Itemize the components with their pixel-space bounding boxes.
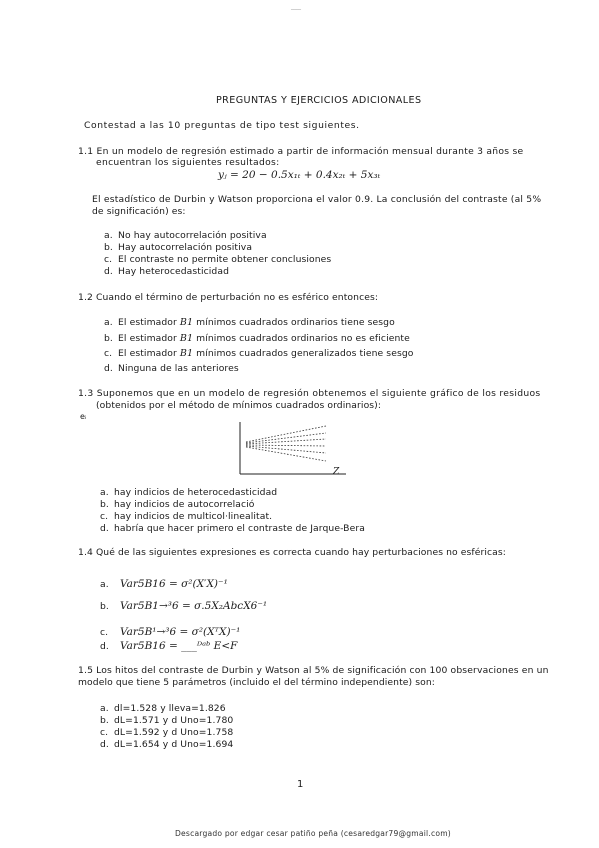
- header-mark: ____: [291, 4, 301, 10]
- option-1-4-d: d. Var5B16 = ___ᴰᵃᵇ E<F: [100, 640, 238, 652]
- option-1-4-b: b. Var5B1→³6 = σ.5X₂AbcX6⁻¹: [100, 600, 268, 612]
- option-1-3-c: c. hay indicios de multicol·linealitat.: [100, 511, 273, 522]
- graph-x-label: Z: [333, 467, 340, 477]
- question-1-1-text2-line1: El estadístico de Durbin y Watson proporciona el valor 0.9. La conclusión del contraste (al 5%: [92, 194, 542, 205]
- option-1-1-b: b. Hay autocorrelación positiva: [104, 242, 253, 253]
- question-1-1-line2: encuentran los siguientes resultados:: [96, 157, 280, 168]
- option-1-4-c: c. Var5B¹→³6 = σ²(XᵀX)⁻¹: [100, 626, 241, 638]
- regression-equation: yⱼ = 20 − 0.5x₁ₜ + 0.4x₂ₜ + 5x₃ₜ: [218, 169, 381, 181]
- question-1-2: 1.2 Cuando el término de perturbación no es esférico entonces:: [78, 292, 379, 303]
- option-1-3-b: b. hay indicios de autocorrelació: [100, 499, 255, 510]
- page-number: 1: [297, 779, 304, 790]
- option-1-5-c: c. dL=1.592 y d Uno=1.758: [100, 727, 234, 738]
- question-1-1-text2-line2: de significación) es:: [92, 206, 186, 217]
- option-1-1-a: a. No hay autocorrelación positiva: [104, 230, 267, 241]
- question-1-3-line2: (obtenidos por el método de mínimos cuadrados ordinarios):: [96, 400, 382, 411]
- download-footer: Descargado por edgar cesar patiño peña (cesaredgar79@gmail.com): [175, 829, 451, 838]
- question-1-1-line1: [78, 146, 523, 157]
- option-1-3-d: d. habría que hacer primero el contraste de Jarque-Bera: [100, 523, 365, 534]
- residual-fan-lines: [246, 426, 326, 461]
- question-1-5-line2: modelo que tiene 5 parámetros (incluido el del término independiente) son:: [78, 677, 435, 688]
- question-number: 1.1: [78, 146, 94, 157]
- option-1-5-b: b. dL=1.571 y d Uno=1.780: [100, 715, 234, 726]
- question-text: En un modelo de regresión estimado a partir de información mensual durante 3 años se: [96, 146, 524, 157]
- option-1-2-c: c. El estimador B1 mínimos cuadrados generalizados tiene sesgo: [104, 348, 414, 359]
- option-1-2-b: b. El estimador B1 mínimos cuadrados ordinarios no es eficiente: [104, 333, 410, 344]
- graph-y-label: eᵢ: [80, 412, 87, 421]
- option-1-1-c: c. El contraste no permite obtener conclusiones: [104, 254, 332, 265]
- question-1-3-line1: 1.3 Suponemos que en un modelo de regresión obtenemos el siguiente gráfico de los residuos: [78, 388, 541, 399]
- question-1-5-line1: 1.5 Los hitos del contraste de Durbin y Watson al 5% de significación con 100 observaciones en un: [78, 665, 549, 676]
- option-1-2-a: a. El estimador B1 mínimos cuadrados ordinarios tiene sesgo: [104, 317, 395, 328]
- option-1-4-a: a. Var5B16 = σ²(X′X)⁻¹: [100, 578, 228, 590]
- option-1-5-a: a. dl=1.528 y lleva=1.826: [100, 703, 226, 714]
- option-1-3-a: a. hay indicios de heterocedasticidad: [100, 487, 278, 498]
- page-title: PREGUNTAS Y EJERCICIOS ADICIONALES: [216, 95, 422, 106]
- option-1-5-d: d. dL=1.654 y d Uno=1.694: [100, 739, 234, 750]
- question-1-4: 1.4 Qué de las siguientes expresiones es correcta cuando hay perturbaciones no esféricas:: [78, 547, 506, 558]
- option-1-1-d: d. Hay heterocedasticidad: [104, 266, 230, 277]
- intro-text: Contestad a las 10 preguntas de tipo test siguientes.: [84, 120, 360, 131]
- option-1-2-d: d. Ninguna de las anteriores: [104, 363, 239, 374]
